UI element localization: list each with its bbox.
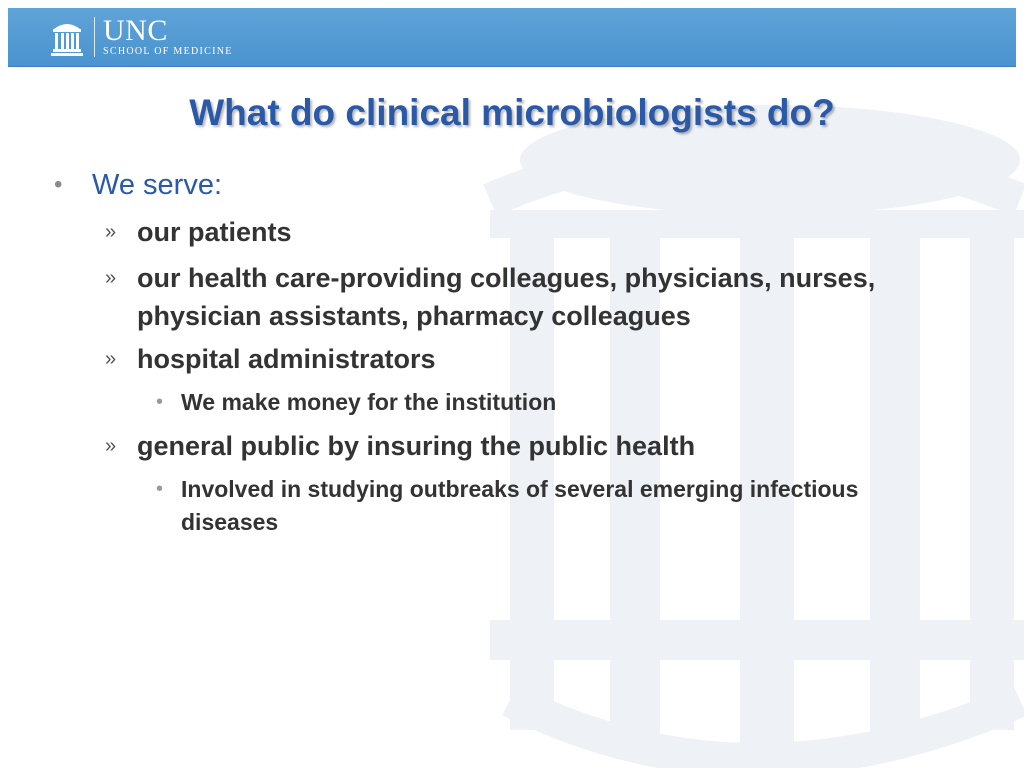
bullet-text: general public by insuring the public health (137, 431, 696, 461)
bullet-marker: » (105, 348, 117, 370)
bullet-text: We serve: (92, 169, 223, 201)
logo-primary-text: UNC (103, 13, 168, 47)
bullet-marker: » (105, 221, 117, 243)
bullet-text: our patients (137, 217, 292, 247)
logo-secondary-text: SCHOOL OF MEDICINE (103, 45, 233, 57)
bullet-marker: • (54, 171, 63, 198)
bullet-text: We make money for the institution (181, 389, 557, 415)
bullet-marker: • (156, 391, 164, 413)
bullet-text: hospital administrators (137, 344, 436, 374)
slide-title: What do clinical microbiologists do? (189, 92, 835, 133)
bullet-marker: » (105, 267, 117, 289)
bullet-text: Involved in studying outbreaks of several emerging infectious diseases (181, 476, 859, 535)
bullet-marker: » (105, 435, 117, 457)
bullet-text: our health care-providing colleagues, physicians, nurses, physician assistants, pharmacy colleagues (137, 263, 876, 331)
bullet-marker: • (156, 478, 164, 500)
